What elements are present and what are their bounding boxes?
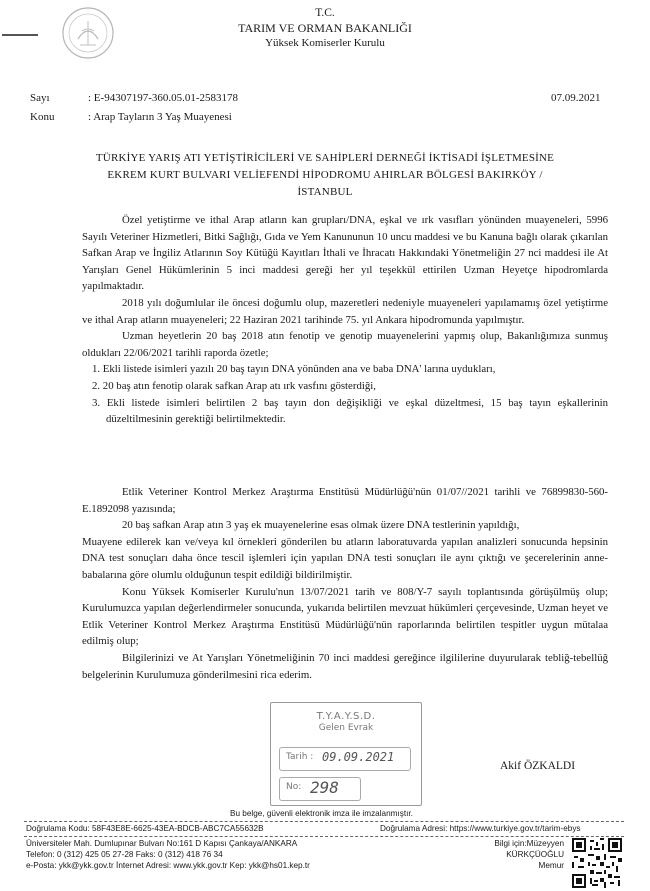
info-contact-title: Memur [538,861,564,870]
body-paragraph-3: Uzman heyetlerin 20 baş 2018 atın fenotip ve genotip muayenelerini yapmış olup, Bakanlığımıza sunmuş oldukları 22/06/2021 tarihli raporda özetle; [82,330,608,359]
body-paragraph-1: Özel yetiştirme ve ithal Arap atların kan grupları/DNA, eşkal ve ırk vasıfları yönünden muayeneleri, 5996 Sayılı Veteriner Hizmetleri, Bitki Sağlığı, Gıda ve Yem Kanununun 10 uncu maddesi ve bu Kanuna bağlı olarak çıkarılan Safkan Arap ve İngiliz Atlarının Soy Kütüğü Kayıtları İthali ve İhracatı Hakkındaki Yönetmeliğin 27 nci maddesi ile At Yarışları Genel Hükümlerinin 5 inci maddesi gereği her yıl teşekkül ettirilen Uzman Heyetçe hipodromlarda yapılmaktadır. [82,214,608,293]
recipient-line-2: EKREM KURT BULVARI VELİEFENDİ HİPODROMU AHIRLAR BÖLGESİ BAKIRKÖY / [107,169,543,181]
list-item: 2. 20 baş atın fenotip olarak safkan Arap atı ırk vasfını gösterdiği, [92,379,376,392]
signer-name: Akif ÖZKALDI [500,760,576,772]
body-paragraph-7: Konu Yüksek Komiserler Kurulu'nun 13/07/2021 tarih ve 808/Y-7 sayılı toplantısında görüşülmüş olup; Kurulumuzca yapılan değerlendirmeler sonucunda, yukarıda belirtilen mevzuat hükümleri çerçevesinde, Uzman heyet ve Etlik Veteriner Kontrol Merkez Araştırma Enstitüsü Müdürlüğü'nün raporlarında belirtilen tespitler uygun mütalaa edilmiş olup; [82,585,608,648]
footer-divider-bottom [24,836,624,837]
konu-label: Konu [30,111,55,123]
office-phone: Telefon: 0 (312) 425 05 27-28 Faks: 0 (312) 418 76 34 [26,850,223,859]
stamp-date-box [279,747,411,771]
stamp-number-box [279,777,361,801]
body-paragraph-2: 2018 yılı doğumlular ile öncesi doğumlu olup, mazeretleri nedeniyle muayeneleri yapılamamış özel yetiştirme ve ithal Arap atların muayeneleri; 22 Haziran 2021 tarihinde 75. yıl Ankara hipodromunda yapılmıştır. [82,296,608,326]
body-paragraph-6: Muayene edilerek kan ve/veya kıl örnekleri gönderilen bu atların laboratuvarda yapılan analizleri sonucunda hepsinin DNA test sonuçları daha önce tescil işlemleri için yapılan DNA testi sonuçları ile aynı çıktığı ve şecerelerinin anne-babalarına göre olumlu olduğunun tespit edildiği bildirilmiştir. [82,535,608,581]
verification-address: Doğrulama Adresi: https://www.turkiye.gov.tr/tarim-ebys [380,824,581,833]
stamp-date-label: Tarih : [286,752,314,762]
office-contact: e-Posta: ykk@ykk.gov.tr İnternet Adresi: www.ykk.gov.tr Kep: ykk@hs01.kep.tr [26,861,310,870]
list-item: 1. Ekli listede isimleri yazılı 20 baş tayın DNA yönünden ana ve baba DNA' larına uydukları, [92,363,496,376]
list-item: 3. Ekli listede isimleri belirtilen 2 baş tayın don değişikliği ve eşkal düzeltmesi, 15 baş tayın eşkallerinin düzeltilmesinin gerektiği belirtilmektedir. [92,396,608,426]
recipient-line-3: İSTANBUL [297,186,353,198]
body-section-2 [82,484,608,683]
document-date: 07.09.2021 [551,92,601,104]
body-section-1 [82,212,608,428]
office-address: Üniversiteler Mah. Dumlupınar Bulvarı No:161 D Kapısı Çankaya/ANKARA [26,839,298,848]
incoming-stamp [270,702,422,806]
info-contact-surname: KÜRKÇÜOĞLU [506,850,564,859]
konu-value: : Arap Tayların 3 Yaş Muayenesi [88,111,232,123]
header-ministry: TARIM VE ORMAN BAKANLIĞI [238,21,412,35]
body-paragraph-8: Bilgilerinizi ve At Yarışları Yönetmeliğinin 70 inci maddesi gereğince ilgililerine duyurularak tebliğ-tebellüğ belgelerinin Kurulumuza gönderilmesini rica ederim. [82,651,608,681]
verification-code: Doğrulama Kodu: 58F43E8E-6625-43EA-BDCB-ABC7CA55632B [26,824,264,833]
stamp-date-value: 09.09.2021 [322,750,395,764]
qr-code-icon [572,838,622,888]
header-board: Yüksek Komiserler Kurulu [265,37,385,49]
footer-divider-top [24,821,624,822]
body-paragraph-4: Etlik Veteriner Kontrol Merkez Araştırma Enstitüsü Müdürlüğü'nün 01/07//2021 tarihli ve 76899830-560-E.1892098 yazısında; [82,486,608,515]
recipient-line-1: TÜRKİYE YARIŞ ATI YETİŞTİRİCİLERİ VE SAHİPLERİ DERNEĞİ İKTİSADİ İŞLETMESİNE [95,152,555,164]
stamp-number-label: No: [286,782,302,792]
info-contact-name: Bilgi için:Müzeyyen [494,839,564,848]
stamp-title: T.Y.A.Y.S.D. [316,711,376,722]
stamp-subtitle: Gelen Evrak [318,723,374,733]
findings-list [82,361,608,427]
header-tc: T.C. [315,7,335,19]
e-signature-notice: Bu belge, güvenli elektronik imza ile imzalanmıştır. [230,809,413,818]
sayi-value: : E-94307197-360.05.01-2583178 [88,92,239,104]
stamp-number-value: 298 [310,778,339,797]
recipient-block [50,150,600,201]
body-paragraph-5: 20 baş safkan Arap atın 3 yaş ek muayenelerine esas olmak üzere DNA testlerinin yapıldığı, [122,519,520,532]
sayi-label: Sayı [30,92,50,104]
